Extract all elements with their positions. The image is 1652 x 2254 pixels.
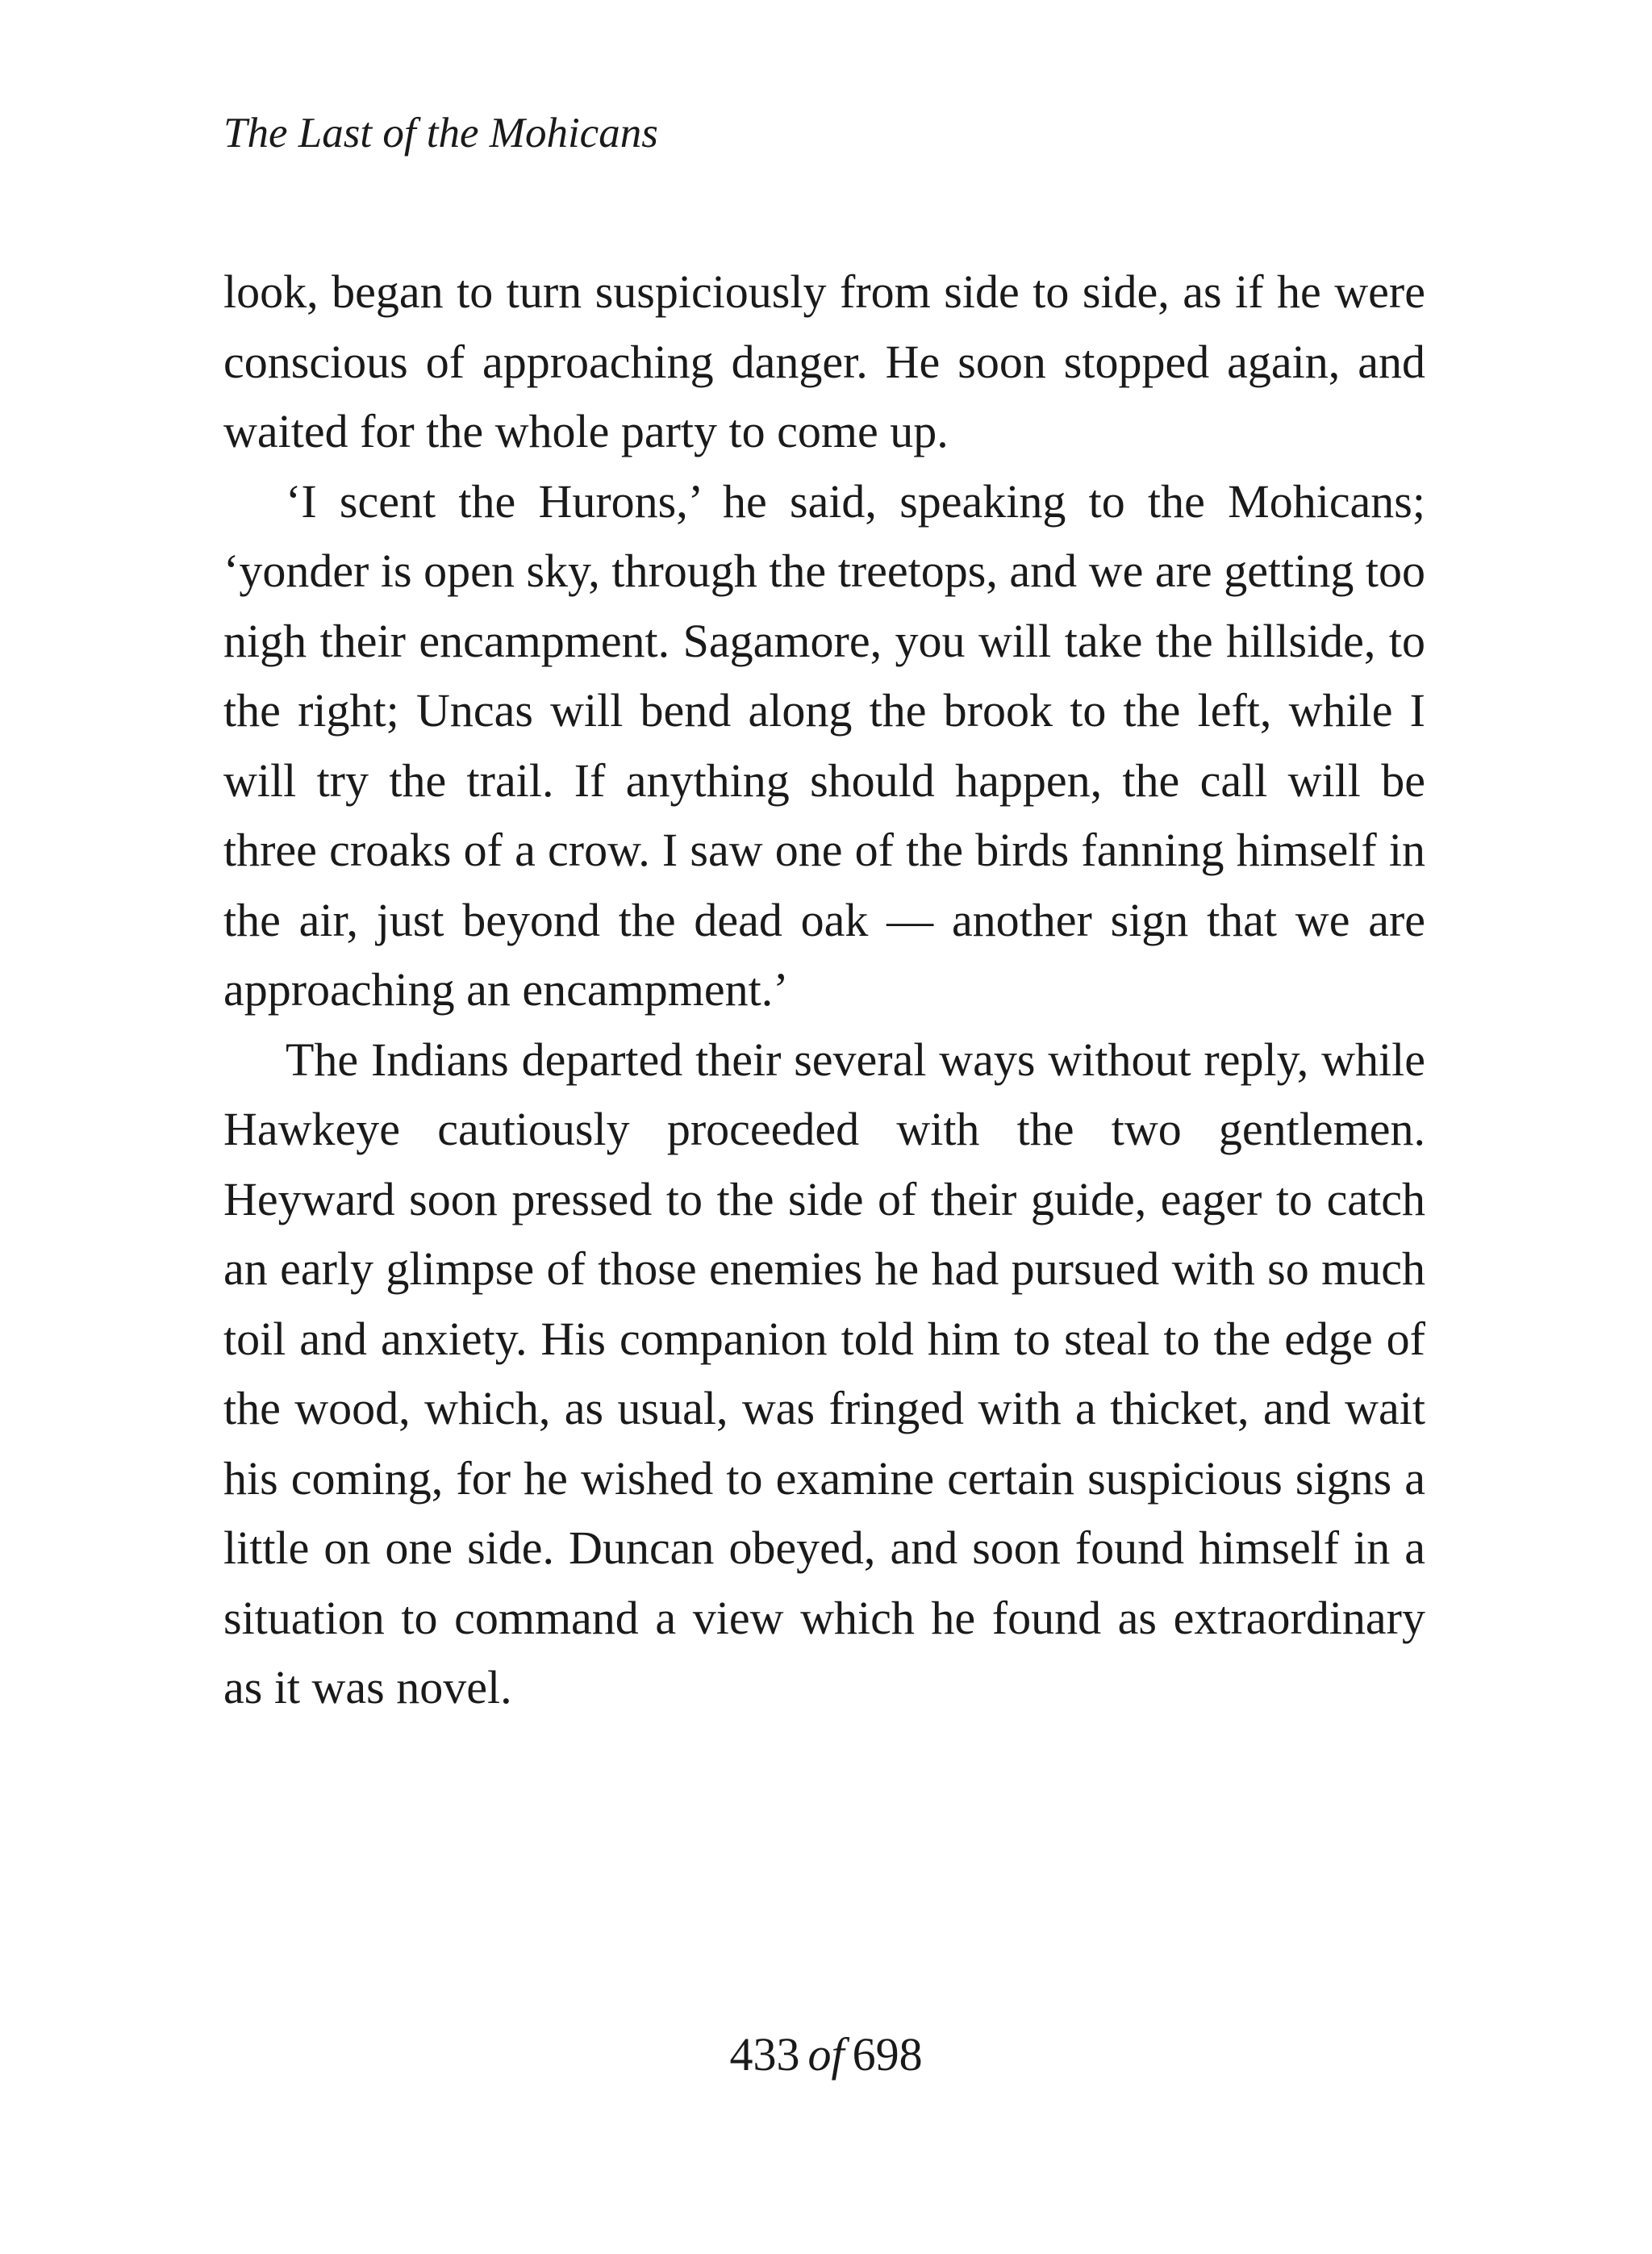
paragraph-dialogue: ‘I scent the Hurons,’ he said, speaking to the Mohicans; ‘yonder is open sky, through the treetops, and we are getting too nigh their encampment. Sagamore, you will take the hillside, to the right; Uncas will bend along the brook to the left, while I will try the trail. If anything should happen, the call will be three croaks of a crow. I saw one of the birds fanning himself in the air, just beyond the dead oak — another sign that we are approaching an encampment.’ xyxy=(223,474,1425,1016)
paragraph-narration: The Indians departed their several ways without reply, while Hawkeye cautiously proceeded with the two gentlemen. Heyward soon pressed to the side of their guide, eager to catch an early glimpse of those enemies he had pursued with so much toil and anxiety. His companion told him to steal to the edge of the wood, which, as usual, was fringed with a thicket, and wait his coming, for he wished to examine certain suspicious signs a little on one side. Duncan obeyed, and soon found himself in a situation to command a view which he found as extraordinary as it was novel. xyxy=(223,1033,1425,1713)
page-body xyxy=(223,257,1425,1723)
page-number-separator: of xyxy=(807,2028,845,2081)
page-number-total: 698 xyxy=(852,2028,923,2081)
page-number xyxy=(0,2027,1652,2083)
page-number-current: 433 xyxy=(729,2028,800,2081)
paragraph-continued: look, began to turn suspiciously from side to side, as if he were conscious of approaching danger. He soon stopped again, and waited for the whole party to come up. xyxy=(223,265,1425,457)
running-head-title: The Last of the Mohicans xyxy=(223,110,658,157)
